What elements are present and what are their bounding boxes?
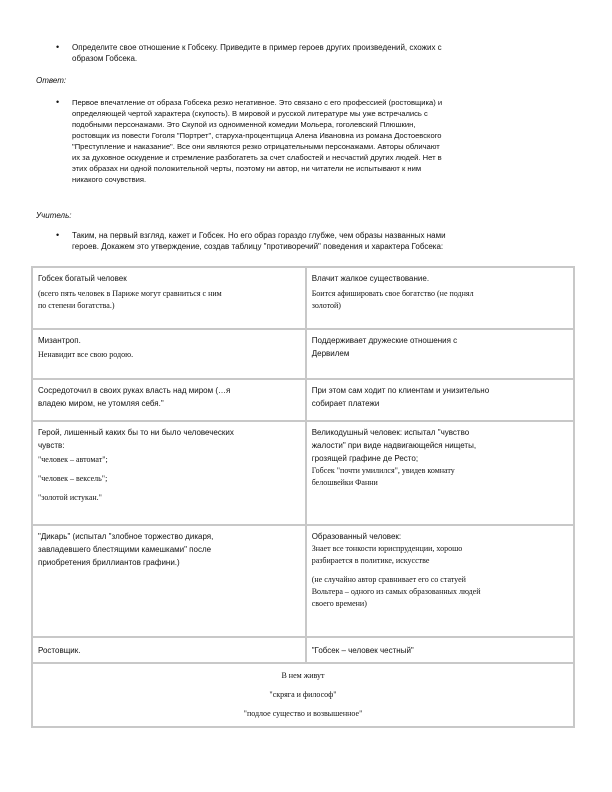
cell-summary: В нем живут (281, 671, 325, 680)
cell-quote: "человек – вексель"; (38, 474, 108, 483)
table-cell (32, 329, 306, 379)
table-cell (306, 267, 574, 329)
cell-note: Ненавидит все свою родою. (38, 350, 134, 359)
table-row (32, 329, 574, 379)
table-cell (32, 421, 306, 525)
cell-summary: "скряга и философ" (269, 690, 337, 699)
cell-note: Вольтера – одного из самых образованных людей (311, 587, 481, 596)
answer-bullet (56, 97, 577, 185)
table-cell (306, 637, 574, 663)
table-row (32, 379, 574, 421)
cell-main-text: грозящей графине де Ресто; (311, 454, 419, 463)
cell-main-text: собирает платежи (311, 399, 380, 408)
answer-line: ростовщик из повести Гоголя "Портрет", старуха-процентщица Алена Ивановна из романа Достоевского (72, 131, 442, 140)
cell-quote: "человек – автомат"; (38, 455, 108, 464)
cell-main-text: Поддерживает дружеские отношения с (311, 336, 458, 345)
cell-note: белошвейки Фанни (311, 478, 378, 487)
table-row (32, 267, 574, 329)
cell-main-text: "Гобсек – человек честный" (311, 646, 414, 655)
cell-main-text: При этом сам ходит по клиентам и унизительно (311, 386, 490, 395)
cell-note: Боится афишировать свое богатство (не поднял (311, 289, 474, 298)
answer-line: Первое впечатление от образа Гобсека резко негативное. Это связано с его профессией (ростовщика) и (72, 98, 443, 107)
cell-note: (всего пять человек в Париже могут сравниться с ним (38, 289, 222, 298)
table-row (32, 637, 574, 663)
bullet-icon: • (56, 97, 60, 107)
bullet-icon: • (56, 230, 60, 240)
cell-summary: "подлое существо и возвышенное" (243, 709, 363, 718)
table-row (32, 421, 574, 525)
cell-main-text: Герой, лишенный каких бы то ни было человеческих (38, 428, 234, 437)
cell-main-text: завладевшего блестящими камешками" после (38, 545, 212, 554)
answer-line: определяющей чертой характера (скупость). В мировой и русской литературе мы уже встречались с (72, 109, 428, 118)
teacher-line-2: героев. Докажем это утверждение, создав таблицу "противоречий" поведения и характера Гобсека: (72, 242, 444, 251)
cell-main-text: жалости" при виде надвигающейся нищеты, (311, 441, 477, 450)
cell-main-text: Сосредоточил в своих руках власть над миром (…я (38, 386, 231, 395)
table-row (32, 663, 574, 727)
cell-note: по степени богатства.) (38, 301, 115, 310)
cell-main-text: Образованный человек: (311, 532, 402, 541)
table-cell (306, 525, 574, 637)
table-cell (306, 421, 574, 525)
cell-main-text: приобретения бриллиантов графини.) (38, 558, 180, 567)
table-cell (32, 379, 306, 421)
cell-main-text: владею миром, не утомляя себя." (38, 399, 164, 408)
answer-line: "Преступление и наказание". Все они являются резко отрицательными персонажами. Авторы обличают (72, 142, 440, 151)
table-cell (32, 267, 306, 329)
cell-note: золотой) (311, 301, 341, 310)
table-cell (32, 663, 574, 727)
table-row (32, 525, 574, 637)
cell-note: Гобсек "почти умилился", увидев комнату (311, 466, 455, 475)
answer-paragraph (72, 97, 577, 185)
question-bullet (56, 42, 572, 64)
bullet-icon: • (56, 42, 60, 52)
teacher-label: Учитель: (36, 211, 72, 220)
answer-line: этих образах ни одной положительной черты, поэтому ни автор, ни читатели не испытывают к ним (72, 164, 422, 173)
teacher-line-1: Таким, на первый взгляд, кажет и Гобсек. Но его образ гораздо глубже, чем образы названных нами (72, 231, 446, 240)
cell-main-text: Мизантроп. (38, 336, 81, 345)
table-cell (306, 379, 574, 421)
cell-main-text: "Дикарь" (испытал "злобное торжество дикаря, (38, 532, 214, 541)
cell-quote: "золотой истукан." (38, 493, 102, 502)
answer-line: никакого сочувствия. (72, 175, 147, 184)
cell-main-text: Влачит жалкое существование. (311, 274, 430, 283)
cell-main-text: Дервилем (311, 349, 350, 358)
cell-main-text: Великодушный человек: испытал "чувство (311, 428, 470, 437)
answer-line: подобными персонажами. Это Скупой из одноименной комедии Мольера, гоголевский Плюшкин, (72, 120, 416, 129)
cell-main-text: чувств: (38, 441, 65, 450)
question-line-1: Определите свое отношение к Гобсеку. Приведите в пример героев других произведений, схожих с (72, 43, 442, 52)
question-line-2: образом Гобсека. (72, 54, 138, 63)
cell-note: своего времени) (311, 599, 367, 608)
contradictions-table (31, 266, 575, 728)
table-cell (32, 525, 306, 637)
cell-note: (не случайно автор сравнивает его со статуей (311, 575, 466, 584)
cell-main-text: Гобсек богатый человек (38, 274, 127, 283)
answer-line: их за духовное оскудение и стремление разбогатеть за счет слабостей и несчастий других людей. Нет в (72, 153, 442, 162)
cell-note: Знает все тонкости юриспруденции, хорошо (311, 544, 463, 553)
table-cell (32, 637, 306, 663)
teacher-bullet (56, 230, 577, 252)
answer-label: Ответ: (36, 76, 67, 85)
table-cell (306, 329, 574, 379)
cell-main-text: Ростовщик. (38, 646, 81, 655)
cell-note: разбирается в политике, искусстве (311, 556, 430, 565)
